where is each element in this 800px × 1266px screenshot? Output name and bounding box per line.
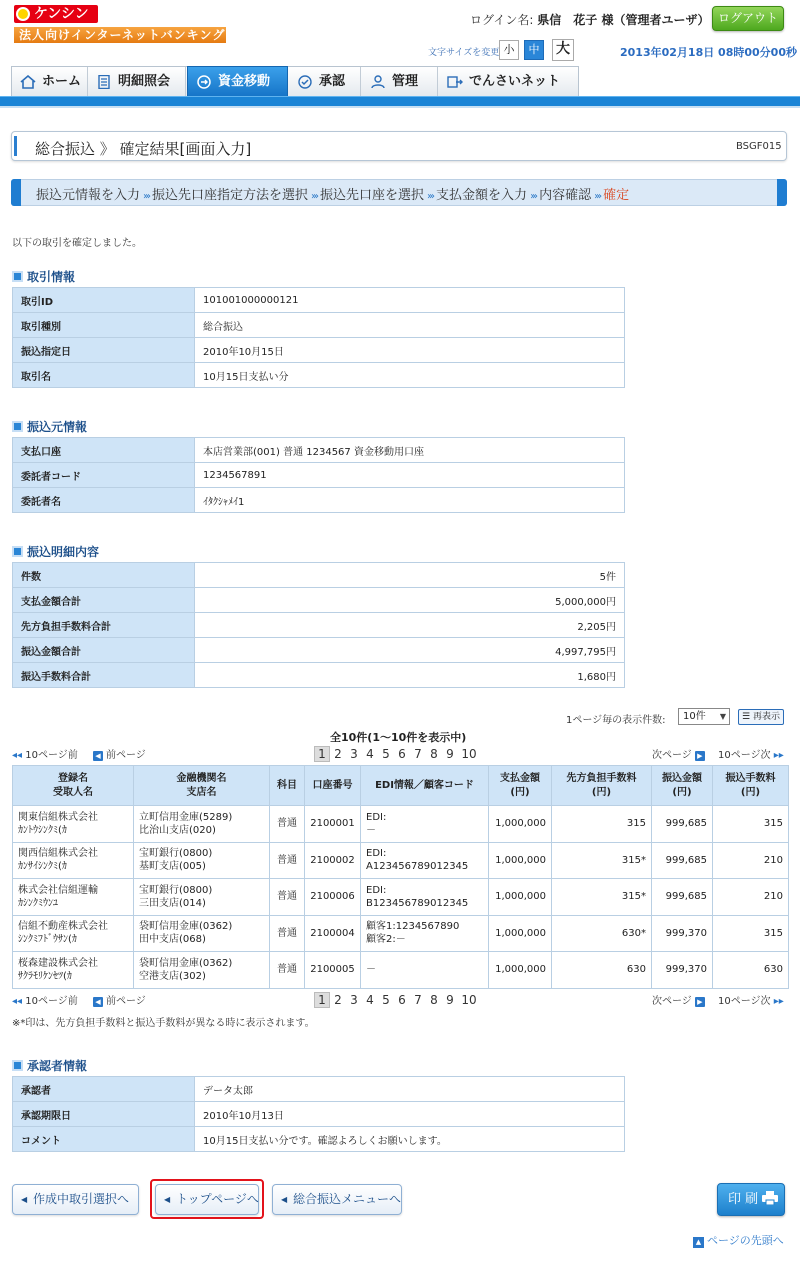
table-header-row	[13, 766, 789, 806]
row-value: 5件	[195, 563, 625, 588]
section-bullet-icon	[12, 1060, 23, 1071]
step-item: 振込先口座指定方法を選択	[152, 188, 309, 203]
cell-edi-line2: 顧客2:－	[366, 934, 406, 946]
next-label: 次ページ	[652, 996, 692, 1007]
row-value: 10月15日支払い分	[195, 363, 625, 388]
tab-statements[interactable]	[88, 67, 186, 97]
up-arrow-icon: ▲	[693, 1237, 704, 1248]
cell-payment: 1,000,000	[489, 806, 552, 843]
table-row	[13, 915, 789, 952]
page-number-current: 1	[314, 992, 330, 1008]
cell-name-line1: 信組不動産株式会社	[18, 921, 108, 933]
densai-icon	[447, 75, 463, 89]
cell-edi-line1: EDI:	[366, 884, 387, 896]
next10-label: 10ページ次	[718, 750, 771, 761]
print-button[interactable]	[717, 1183, 785, 1216]
table-row	[13, 1127, 625, 1152]
page-number[interactable]: 3	[350, 747, 358, 761]
transaction-table	[12, 287, 625, 388]
screen-id: BSGF015	[736, 141, 782, 152]
tab-home-label: ホーム	[42, 74, 82, 89]
cell-name-line1: 関東信組株式会社	[18, 811, 98, 823]
table-row	[13, 488, 625, 513]
header-text: 登録名 受取人名	[53, 772, 93, 798]
steps-right-cap	[777, 179, 787, 206]
row-value: 総合振込	[195, 313, 625, 338]
double-left-arrow-icon: ◂◂	[12, 996, 23, 1007]
next-page-link[interactable]	[652, 746, 708, 761]
prev10-label: 10ページ前	[25, 996, 78, 1007]
row-label: 取引ID	[13, 288, 195, 313]
page-number[interactable]: 2	[334, 747, 342, 761]
font-size-medium-button[interactable]: 中	[524, 40, 544, 60]
cell-account: 2100005	[305, 952, 361, 989]
cell-edi-line1: EDI:	[366, 848, 387, 860]
cell-bank-line2: 三田支店(014)	[139, 897, 206, 909]
section-heading-transaction	[12, 268, 75, 285]
cell-transfer-fee: 210	[713, 879, 789, 916]
cell-edi	[361, 879, 489, 916]
draft-transactions-button[interactable]: ◀ 作成中取引選択へ	[12, 1184, 139, 1215]
source-table	[12, 437, 625, 513]
cell-edi	[361, 806, 489, 843]
row-label: 件数	[13, 563, 195, 588]
row-label: 取引種別	[13, 313, 195, 338]
header-text: 口座番号	[312, 779, 353, 791]
table-row	[13, 613, 625, 638]
cell-transfer-fee: 210	[713, 842, 789, 879]
section-heading-text: 取引情報	[27, 270, 76, 284]
table-row	[13, 463, 625, 488]
cell-payment: 1,000,000	[489, 952, 552, 989]
admin-user-icon	[370, 75, 386, 89]
table-row	[13, 588, 625, 613]
row-label: 委託者名	[13, 488, 195, 513]
page-top-link[interactable]	[693, 1232, 784, 1248]
cell-recipient-fee: 315	[552, 806, 652, 843]
fee-note: ※*印は、先方負担手数料と振込手数料が異なる時に表示されます。	[12, 1018, 315, 1029]
row-value: ｲﾀｸｼｬﾒｲ1	[195, 488, 625, 513]
login-user: 県信 花子 様（管理者ユーザ）	[537, 13, 710, 27]
header-text: 支払金額 (円)	[500, 772, 540, 798]
cell-edi-line1: EDI:	[366, 811, 387, 823]
nav-underline	[0, 96, 800, 106]
row-label: 振込手数料合計	[13, 663, 195, 688]
tab-approval[interactable]	[289, 67, 361, 97]
top-page-button[interactable]: ◀ トップページへ	[155, 1184, 259, 1215]
header-text: 科目	[277, 779, 297, 791]
cell-amount: 999,685	[652, 842, 713, 879]
col-header-name	[13, 766, 134, 806]
page-number[interactable]: 7	[414, 747, 422, 761]
row-value: 本店営業部(001) 普通 1234567 資金移動用口座	[195, 438, 625, 463]
left-arrow-icon: ◀	[93, 751, 103, 761]
transfer-list-table	[12, 765, 789, 989]
page-numbers	[314, 746, 480, 762]
printer-icon	[762, 1191, 778, 1205]
cell-type: 普通	[270, 915, 305, 952]
transfer-icon	[196, 75, 212, 89]
section-bullet-icon	[12, 546, 23, 557]
cell-edi	[361, 842, 489, 879]
row-value: 2,205円	[195, 613, 625, 638]
cell-name	[13, 915, 134, 952]
row-label: 振込金額合計	[13, 638, 195, 663]
next-label: 次ページ	[652, 750, 692, 761]
home-icon	[20, 75, 36, 89]
intro-message: 以下の取引を確定しました。	[12, 238, 142, 249]
row-label: 支払口座	[13, 438, 195, 463]
step-item: 支払金額を入力	[436, 188, 528, 203]
step-item: 内容確認	[539, 188, 592, 203]
logo-subtitle: 法人向けインターネットバンキング	[14, 27, 226, 43]
cell-edi	[361, 952, 489, 989]
table-row	[13, 438, 625, 463]
cell-recipient-fee: 315*	[552, 879, 652, 916]
double-right-arrow-icon: ▸▸	[773, 750, 784, 761]
row-value: 101001000000121	[195, 288, 625, 313]
cell-name-line2: ｶﾝﾄｳｼﾝｸﾐ(ｶ	[18, 824, 67, 836]
prev-page-link[interactable]	[90, 992, 146, 1007]
cell-type: 普通	[270, 952, 305, 989]
per-page-select[interactable]	[678, 708, 730, 725]
table-row	[13, 363, 625, 388]
font-size-large-button[interactable]: 大	[552, 39, 574, 61]
step-item-current: 確定	[603, 188, 630, 203]
cell-bank	[134, 952, 270, 989]
page-number[interactable]: 5	[382, 747, 390, 761]
left-arrow-icon: ◀	[93, 997, 103, 1007]
per-page-label: 1ページ毎の表示件数:	[566, 715, 666, 726]
tab-admin[interactable]	[362, 67, 438, 97]
row-label: 承認者	[13, 1077, 195, 1102]
cell-bank-line2: 田中支店(068)	[139, 934, 206, 946]
header-text: 振込金額 (円)	[662, 772, 702, 798]
section-heading-text: 承認者情報	[27, 1059, 88, 1073]
table-row	[13, 1077, 625, 1102]
next-10-pages-link[interactable]	[718, 746, 784, 761]
next10-label: 10ページ次	[718, 996, 771, 1007]
col-header-recipient-fee	[552, 766, 652, 806]
page-number[interactable]: 10	[461, 747, 477, 761]
double-left-arrow-icon: ◂◂	[12, 750, 23, 761]
page-top-label: ページの先頭へ	[707, 1234, 784, 1247]
cell-name	[13, 842, 134, 879]
page-number[interactable]: 9	[446, 747, 454, 761]
step-arrow-icon: ›››	[143, 191, 150, 202]
logo-mark-icon	[16, 7, 30, 21]
cell-type: 普通	[270, 842, 305, 879]
cell-payment: 1,000,000	[489, 915, 552, 952]
right-arrow-icon: ▶	[695, 997, 705, 1007]
login-label: ログイン名:	[470, 13, 534, 27]
section-heading-approver	[12, 1057, 87, 1074]
redisplay-label: 再表示	[752, 712, 780, 722]
cell-edi-line2: －	[366, 824, 376, 836]
row-value: 4,997,795円	[195, 638, 625, 663]
cell-bank-line1: 立町信用金庫(5289)	[139, 811, 233, 823]
table-row	[13, 879, 789, 916]
login-info	[470, 11, 709, 28]
next-10-pages-link[interactable]	[718, 992, 784, 1007]
tab-densai-net[interactable]	[439, 67, 579, 97]
cell-transfer-fee: 630	[713, 952, 789, 989]
row-value: 2010年10月13日	[195, 1102, 625, 1127]
table-row	[13, 563, 625, 588]
cell-type: 普通	[270, 806, 305, 843]
section-heading-details	[12, 543, 99, 560]
table-row	[13, 952, 789, 989]
cell-bank	[134, 842, 270, 879]
cell-name	[13, 952, 134, 989]
tab-statements-label: 明細照会	[118, 74, 171, 89]
col-header-bank	[134, 766, 270, 806]
cell-transfer-fee: 315	[713, 915, 789, 952]
cell-bank	[134, 915, 270, 952]
cell-bank	[134, 879, 270, 916]
page-number-current: 1	[314, 746, 330, 762]
step-arrow-icon: ›››	[530, 191, 537, 202]
col-header-payment	[489, 766, 552, 806]
tab-fund-transfer-label: 資金移動	[218, 74, 271, 89]
page-number[interactable]: 6	[398, 993, 406, 1007]
header-text: 振込手数料 (円)	[725, 772, 776, 798]
page-title: 総合振込 》 確定結果[画面入力]	[35, 140, 252, 158]
prev-label: 前ページ	[106, 750, 146, 761]
row-label: 委託者コード	[13, 463, 195, 488]
col-header-transfer-fee	[713, 766, 789, 806]
pager-bottom	[12, 992, 788, 1008]
cell-bank-line1: 宝町銀行(0800)	[139, 848, 213, 860]
prev10-label: 10ページ前	[25, 750, 78, 761]
cell-transfer-fee: 315	[713, 806, 789, 843]
cell-recipient-fee: 315*	[552, 842, 652, 879]
page-number[interactable]: 8	[430, 993, 438, 1007]
table-row	[13, 1102, 625, 1127]
redisplay-button[interactable]	[738, 709, 784, 725]
page-number[interactable]: 4	[366, 747, 374, 761]
cell-account: 2100004	[305, 915, 361, 952]
row-label: 取引名	[13, 363, 195, 388]
col-header-account	[305, 766, 361, 806]
cell-name-line2: ｻｸﾗﾓﾘｹﾝｾﾂ(ｶ	[18, 970, 72, 982]
page-number[interactable]: 9	[446, 993, 454, 1007]
current-datetime: 2013年02月18日 08時00分00秒	[620, 46, 797, 59]
right-arrow-icon: ▶	[695, 751, 705, 761]
step-arrow-icon: ›››	[594, 191, 601, 202]
section-heading-text: 振込元情報	[27, 420, 88, 434]
page-number[interactable]: 5	[382, 993, 390, 1007]
total-count: 全10件(1～10件を表示中)	[330, 731, 467, 744]
table-row	[13, 288, 625, 313]
font-size-small-button[interactable]: 小	[499, 40, 519, 60]
cell-bank-line2: 比治山支店(020)	[139, 824, 216, 836]
tab-approval-label: 承認	[319, 74, 346, 89]
cell-edi-line1: －	[366, 964, 376, 976]
double-right-arrow-icon: ▸▸	[773, 996, 784, 1007]
page-numbers	[314, 992, 480, 1008]
header-text: 先方負担手数料 (円)	[566, 772, 637, 798]
nav-underline-shadow	[0, 106, 800, 108]
tab-fund-transfer[interactable]	[187, 66, 288, 97]
table-row	[13, 842, 789, 879]
cell-payment: 1,000,000	[489, 842, 552, 879]
cell-name-line1: 関西信組株式会社	[18, 848, 98, 860]
cell-recipient-fee: 630	[552, 952, 652, 989]
cell-type: 普通	[270, 879, 305, 916]
cell-bank-line2: 基町支店(005)	[139, 861, 206, 873]
check-icon	[297, 75, 313, 89]
cell-account: 2100002	[305, 842, 361, 879]
row-label: 支払金額合計	[13, 588, 195, 613]
step-arrow-icon: ›››	[311, 191, 318, 202]
cell-name-line1: 株式会社信組運輸	[18, 884, 98, 896]
row-label: 振込指定日	[13, 338, 195, 363]
list-icon: ☰	[742, 712, 751, 722]
row-label: コメント	[13, 1127, 195, 1152]
per-page-value: 10件	[683, 711, 706, 722]
tab-home[interactable]	[12, 67, 88, 97]
section-bullet-icon	[12, 421, 23, 432]
cell-edi	[361, 915, 489, 952]
page-title-accent	[14, 136, 17, 156]
row-value: 2010年10月15日	[195, 338, 625, 363]
cell-name-line2: ｼﾝｸﾐﾌﾄﾞｳｻﾝ(ｶ	[18, 934, 77, 946]
cell-name	[13, 879, 134, 916]
step-arrow-icon: ›››	[427, 191, 434, 202]
cell-name	[13, 806, 134, 843]
document-icon	[96, 75, 112, 89]
page-number[interactable]: 4	[366, 993, 374, 1007]
steps-left-cap	[11, 179, 21, 206]
tab-densai-net-label: でんさいネット	[469, 74, 561, 89]
print-label: 印 刷	[728, 1192, 759, 1207]
cell-amount: 999,370	[652, 915, 713, 952]
prev-label: 前ページ	[106, 996, 146, 1007]
col-header-amount	[652, 766, 713, 806]
cell-bank	[134, 806, 270, 843]
step-item: 振込先口座を選択	[320, 188, 425, 203]
table-row	[13, 313, 625, 338]
cell-bank-line1: 袋町信用金庫(0362)	[139, 957, 233, 969]
logout-button[interactable]: ログアウト	[712, 6, 784, 31]
cell-amount: 999,685	[652, 879, 713, 916]
tab-admin-label: 管理	[392, 74, 419, 89]
table-row	[13, 663, 625, 688]
bulk-transfer-menu-button[interactable]: ◀ 総合振込メニューへ	[272, 1184, 402, 1215]
steps-text	[36, 184, 629, 203]
section-heading-source	[12, 418, 87, 435]
table-row	[13, 338, 625, 363]
page-number[interactable]: 8	[430, 747, 438, 761]
table-row	[13, 638, 625, 663]
cell-edi-line1: 顧客1:1234567890	[366, 921, 460, 933]
page-number[interactable]: 6	[398, 747, 406, 761]
page-number[interactable]: 2	[334, 993, 342, 1007]
page-number[interactable]: 10	[461, 993, 477, 1007]
cell-bank-line1: 袋町信用金庫(0362)	[139, 921, 233, 933]
row-label: 承認期限日	[13, 1102, 195, 1127]
table-row	[13, 806, 789, 843]
header-text: EDI情報／顧客コード	[375, 779, 474, 791]
cell-name-line2: ｶﾝｻｲｼﾝｸﾐ(ｶ	[18, 861, 67, 873]
page-number[interactable]: 7	[414, 993, 422, 1007]
cell-payment: 1,000,000	[489, 879, 552, 916]
cell-recipient-fee: 630*	[552, 915, 652, 952]
cell-amount: 999,370	[652, 952, 713, 989]
cell-amount: 999,685	[652, 806, 713, 843]
header-text: 金融機関名 支店名	[176, 772, 227, 798]
cell-name-line1: 桜森建設株式会社	[18, 957, 98, 969]
pager-top	[12, 746, 788, 762]
main-nav	[11, 66, 579, 97]
next-page-link[interactable]	[652, 992, 708, 1007]
row-label: 先方負担手数料合計	[13, 613, 195, 638]
row-value: 5,000,000円	[195, 588, 625, 613]
cell-edi-line2: B123456789012345	[366, 897, 469, 909]
row-value: データ太郎	[195, 1077, 625, 1102]
details-table	[12, 562, 625, 688]
cell-bank-line2: 空港支店(302)	[139, 970, 206, 982]
row-value: 1,680円	[195, 663, 625, 688]
cell-account: 2100001	[305, 806, 361, 843]
section-heading-text: 振込明細内容	[27, 545, 100, 559]
cell-edi-line2: A123456789012345	[366, 861, 469, 873]
cell-name-line2: ｶｼﾝｸﾐｳﾝﾕ	[18, 897, 58, 909]
row-value: 10月15日支払い分です。確認よろしくお願いします。	[195, 1127, 625, 1152]
page-number[interactable]: 3	[350, 993, 358, 1007]
row-value: 1234567891	[195, 463, 625, 488]
font-size-label: 文字サイズを変更	[428, 48, 500, 58]
col-header-edi	[361, 766, 489, 806]
col-header-type	[270, 766, 305, 806]
prev-10-pages-link[interactable]	[12, 746, 78, 761]
logo-text: ケンシン	[34, 6, 89, 22]
cell-account: 2100006	[305, 879, 361, 916]
cell-bank-line1: 宝町銀行(0800)	[139, 884, 213, 896]
section-bullet-icon	[12, 271, 23, 282]
prev-page-link[interactable]	[90, 746, 146, 761]
prev-10-pages-link[interactable]	[12, 992, 78, 1007]
approver-table	[12, 1076, 625, 1152]
step-item: 振込元情報を入力	[36, 188, 141, 203]
